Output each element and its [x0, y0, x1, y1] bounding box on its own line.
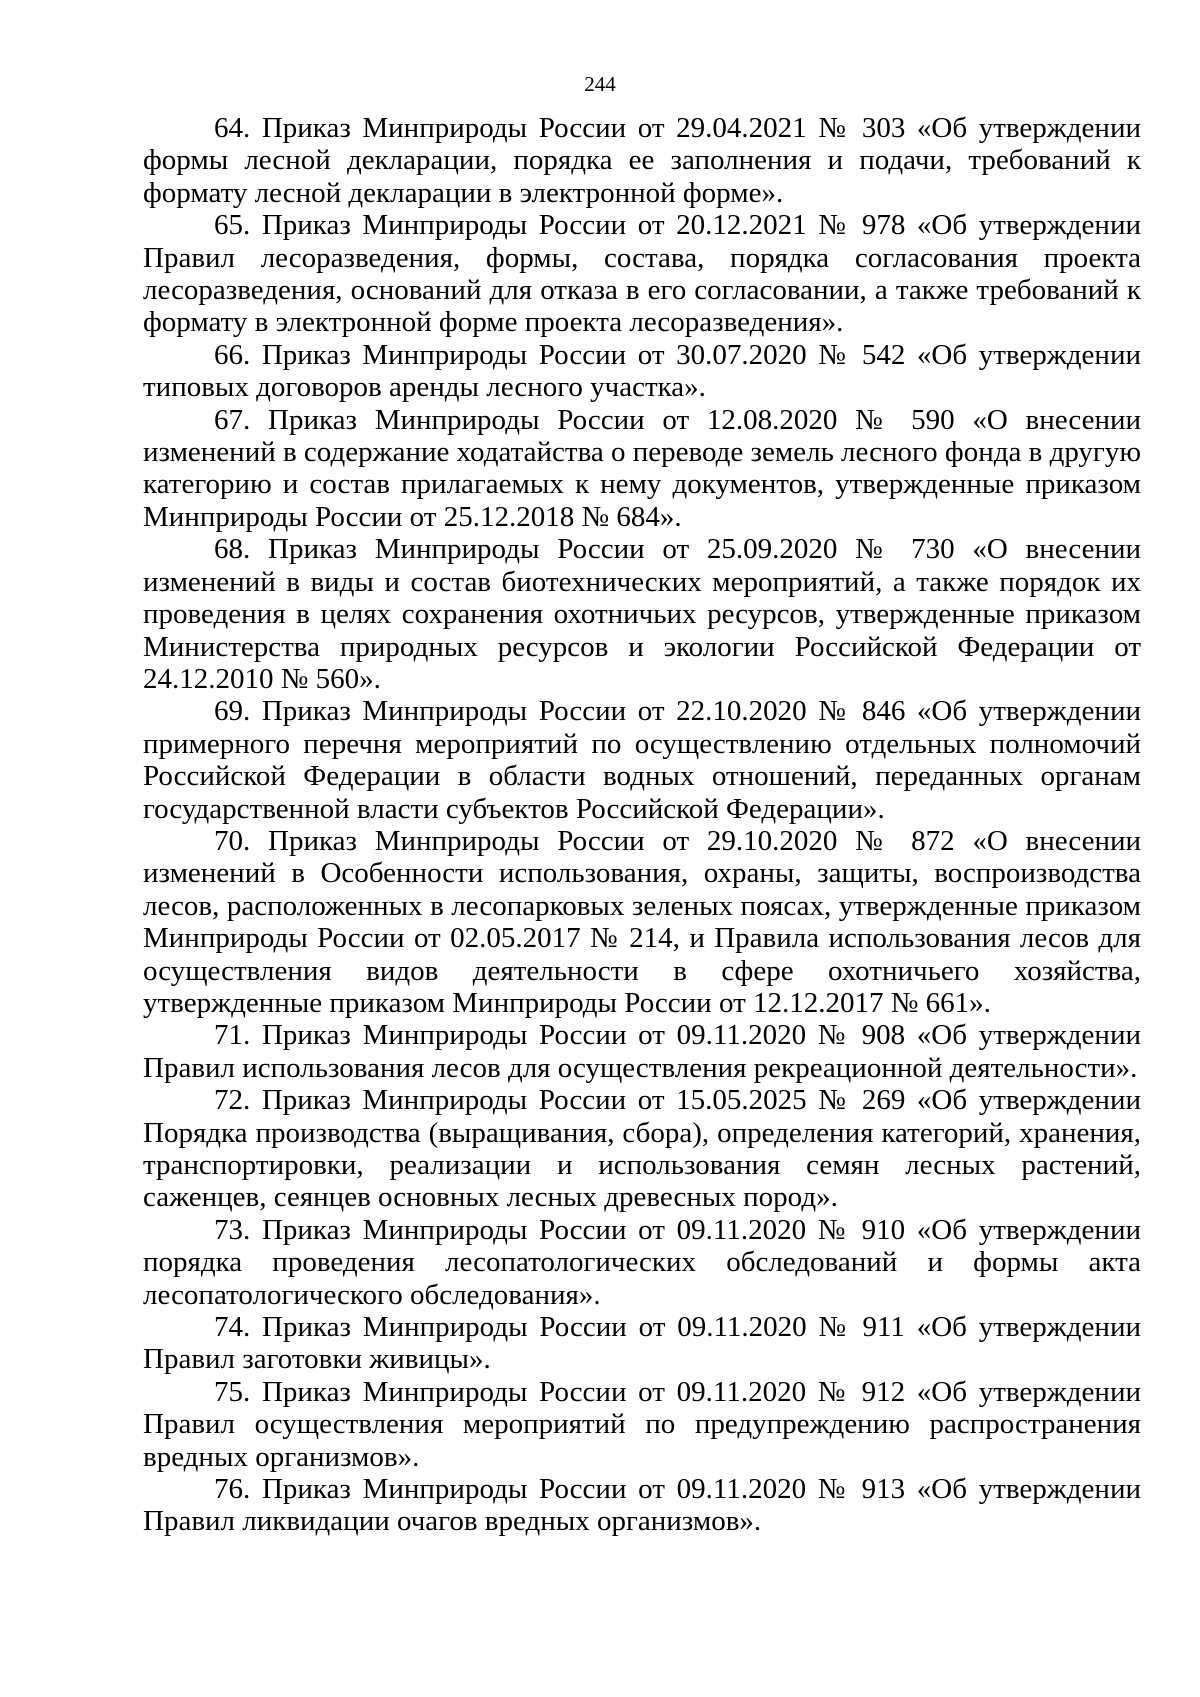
list-item: 69. Приказ Минприроды России от 22.10.2020 № 846 «Об утверждении примерного перечня мероприятий по осуществлению отдельных полномочий Российской Федерации в области водных отношений, переданных органам государственной власти субъектов Российской Федерации».: [143, 695, 1141, 825]
list-item: 66. Приказ Минприроды России от 30.07.2020 № 542 «Об утверждении типовых договоров аренды лесного участка».: [143, 338, 1141, 404]
list-item: 74. Приказ Минприроды России от 09.11.2020 № 911 «Об утверждении Правил заготовки живицы».: [143, 1311, 1141, 1376]
list-item: 75. Приказ Минприроды России от 09.11.2020 № 912 «Об утверждении Правил осуществления мероприятий по предупреждению распространения вредных организмов».: [143, 1375, 1141, 1473]
list-item: 68. Приказ Минприроды России от 25.09.2020 № 730 «О внесении изменений в виды и состав биотехнических мероприятий, а также порядок их проведения в целях сохранения охотничьих ресурсов, утвержденные приказом Министерства природных ресурсов и экологии Российской Федерации от 24.12.2010 № 560».: [143, 533, 1141, 695]
list-item: 76. Приказ Минприроды России от 09.11.2020 № 913 «Об утверждении Правил ликвидации очагов вредных организмов».: [143, 1473, 1141, 1538]
list-item: 71. Приказ Минприроды России от 09.11.2020 № 908 «Об утверждении Правил использования лесов для осуществления рекреационной деятельности».: [143, 1019, 1141, 1084]
list-item: 73. Приказ Минприроды России от 09.11.2020 № 910 «Об утверждении порядка проведения лесопатологических обследований и формы акта лесопатологического обследования».: [143, 1213, 1141, 1311]
list-item: 72. Приказ Минприроды России от 15.05.2025 № 269 «Об утверждении Порядка производства (выращивания, сбора), определения категорий, хранения, транспортировки, реализации и использования семян лесных растений, саженцев, сеянцев основных лесных древесных пород».: [143, 1084, 1141, 1214]
list-item: 65. Приказ Минприроды России от 20.12.2021 № 978 «Об утверждении Правил лесоразведения, формы, состава, порядка согласования проекта лесоразведения, оснований для отказа в его согласовании, а также требований к формату в электронной форме проекта лесоразведения».: [143, 209, 1141, 339]
list-item: 67. Приказ Минприроды России от 12.08.2020 № 590 «О внесении изменений в содержание ходатайства о переводе земель лесного фонда в другую категорию и состав прилагаемых к нему документов, утвержденные приказом Минприроды России от 25.12.2018 № 684».: [143, 403, 1141, 533]
order-list: [143, 112, 1141, 1538]
list-item: 70. Приказ Минприроды России от 29.10.2020 № 872 «О внесении изменений в Особенности использования, охраны, защиты, воспроизводства лесов, расположенных в лесопарковых зеленых поясах, утвержденные приказом Минприроды России от 02.05.2017 № 214, и Правила использования лесов для осуществления видов деятельности в сфере охотничьего хозяйства, утвержденные приказом Минприроды России от 12.12.2017 № 661».: [143, 824, 1141, 1019]
list-item: 64. Приказ Минприроды России от 29.04.2021 № 303 «Об утверждении формы лесной декларации, порядка ее заполнения и подачи, требований к формату лесной декларации в электронной форме».: [143, 112, 1141, 209]
page-number: 244: [584, 72, 616, 96]
